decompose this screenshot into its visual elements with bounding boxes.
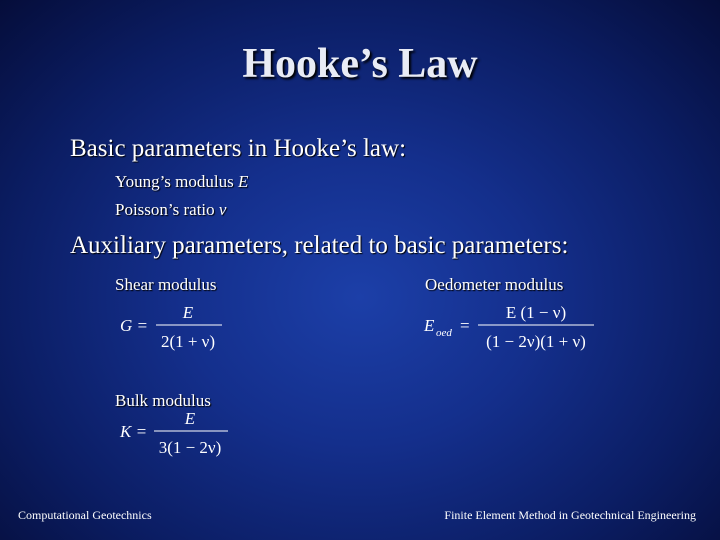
oedometer-formula-denominator: (1 − 2ν)(1 + ν) bbox=[486, 332, 586, 351]
footer-left: Computational Geotechnics bbox=[18, 508, 152, 522]
young-modulus-line bbox=[115, 172, 248, 192]
oedometer-modulus-label: Oedometer modulus bbox=[425, 275, 564, 294]
oedometer-formula-equals: = bbox=[460, 316, 470, 335]
oedometer-modulus-formula bbox=[422, 300, 612, 354]
oedometer-formula-numerator: E (1 − ν) bbox=[505, 303, 567, 322]
footer-right: Finite Element Method in Geotechnical Engineering bbox=[444, 508, 696, 522]
shear-formula-lhs: G = bbox=[120, 316, 148, 335]
young-modulus-symbol: E bbox=[237, 172, 249, 191]
shear-formula-denominator: 2(1 + ν) bbox=[160, 332, 216, 351]
young-modulus-label: Young’s modulus bbox=[115, 172, 238, 191]
oedometer-formula-lhs: E bbox=[424, 316, 435, 335]
shear-modulus-label: Shear modulus bbox=[115, 275, 217, 294]
poisson-ratio-symbol: ν bbox=[218, 200, 227, 219]
bulk-formula-lhs: K = bbox=[120, 422, 148, 441]
oedometer-formula-subscript: oed bbox=[436, 327, 452, 339]
poisson-ratio-label: Poisson’s ratio bbox=[115, 200, 219, 219]
slide-title: Hooke’s Law bbox=[242, 41, 478, 87]
bulk-modulus-label: Bulk modulus bbox=[115, 391, 211, 410]
auxiliary-parameters-heading: Auxiliary parameters, related to basic parameters: bbox=[70, 232, 569, 259]
bulk-formula-denominator: 3(1 − 2ν) bbox=[158, 438, 222, 457]
bulk-modulus-formula bbox=[118, 408, 248, 462]
shear-formula-numerator: E bbox=[182, 303, 194, 322]
basic-parameters-heading: Basic parameters in Hooke’s law: bbox=[70, 135, 407, 162]
bulk-formula-numerator: E bbox=[184, 409, 196, 428]
shear-modulus-formula bbox=[118, 300, 238, 354]
poisson-ratio-line bbox=[115, 200, 226, 220]
